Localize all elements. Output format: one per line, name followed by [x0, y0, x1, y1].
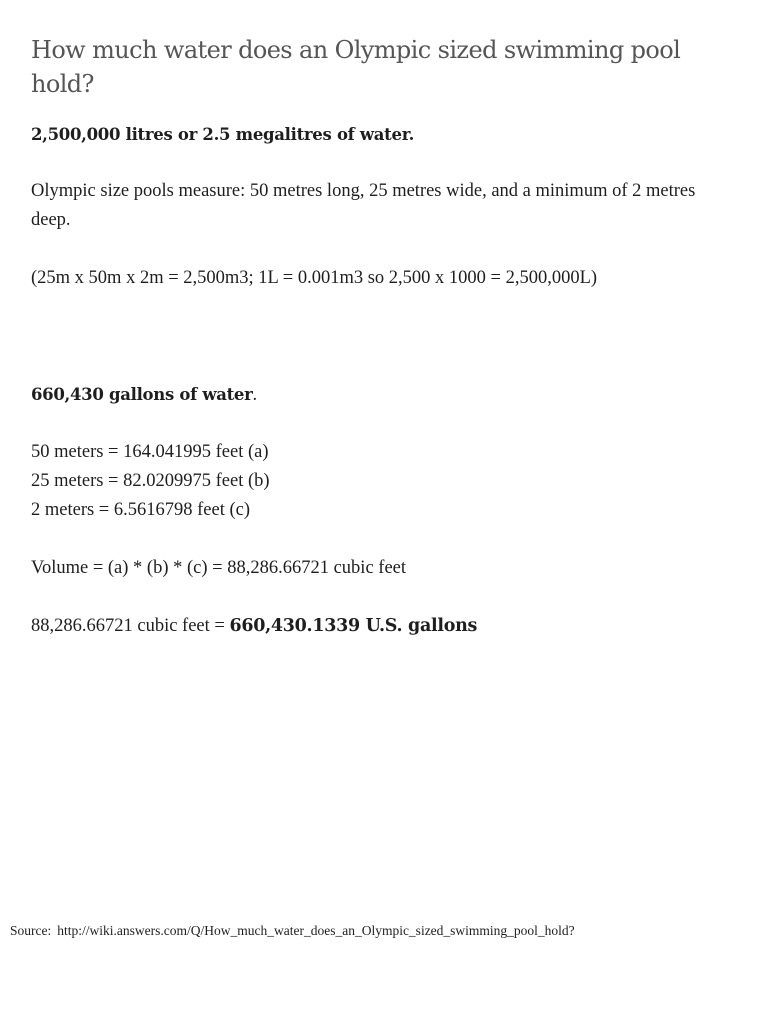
pool-dimensions-text: Olympic size pools measure: 50 metres long, 25 metres wide, and a minimum of 2 metres deep.	[31, 181, 696, 230]
final-result-line	[31, 612, 731, 641]
conversion-a: 50 meters = 164.041995 feet (a)	[31, 442, 269, 462]
conversion-c: 2 meters = 6.5616798 feet (c)	[31, 500, 251, 520]
page-title: How much water does an Olympic sized swimming pool hold?	[31, 36, 681, 98]
gallons-answer-period: .	[252, 385, 258, 405]
source-link[interactable]: http://wiki.answers.com/Q/How_much_water_does_an_Olympic_sized_swimming_pool_hold?	[57, 923, 575, 938]
source-label: Source:	[10, 923, 52, 938]
conversion-b: 25 meters = 82.0209975 feet (b)	[31, 471, 270, 491]
gallons-answer-line	[31, 380, 731, 410]
final-result-prefix: 88,286.66721 cubic feet =	[31, 616, 230, 636]
litres-calculation: (25m x 50m x 2m = 2,500m3; 1L = 0.001m3 so 2,500 x 1000 = 2,500,000L)	[31, 268, 598, 288]
final-result-gallons: 660,430.1339 U.S. gallons	[229, 616, 478, 636]
source-citation	[10, 922, 760, 940]
litres-answer: 2,500,000 litres or 2.5 megalitres of water.	[31, 125, 415, 144]
gallons-answer: 660,430 gallons of water	[31, 385, 253, 404]
volume-line: Volume = (a) * (b) * (c) = 88,286.66721 cubic feet	[31, 558, 407, 578]
